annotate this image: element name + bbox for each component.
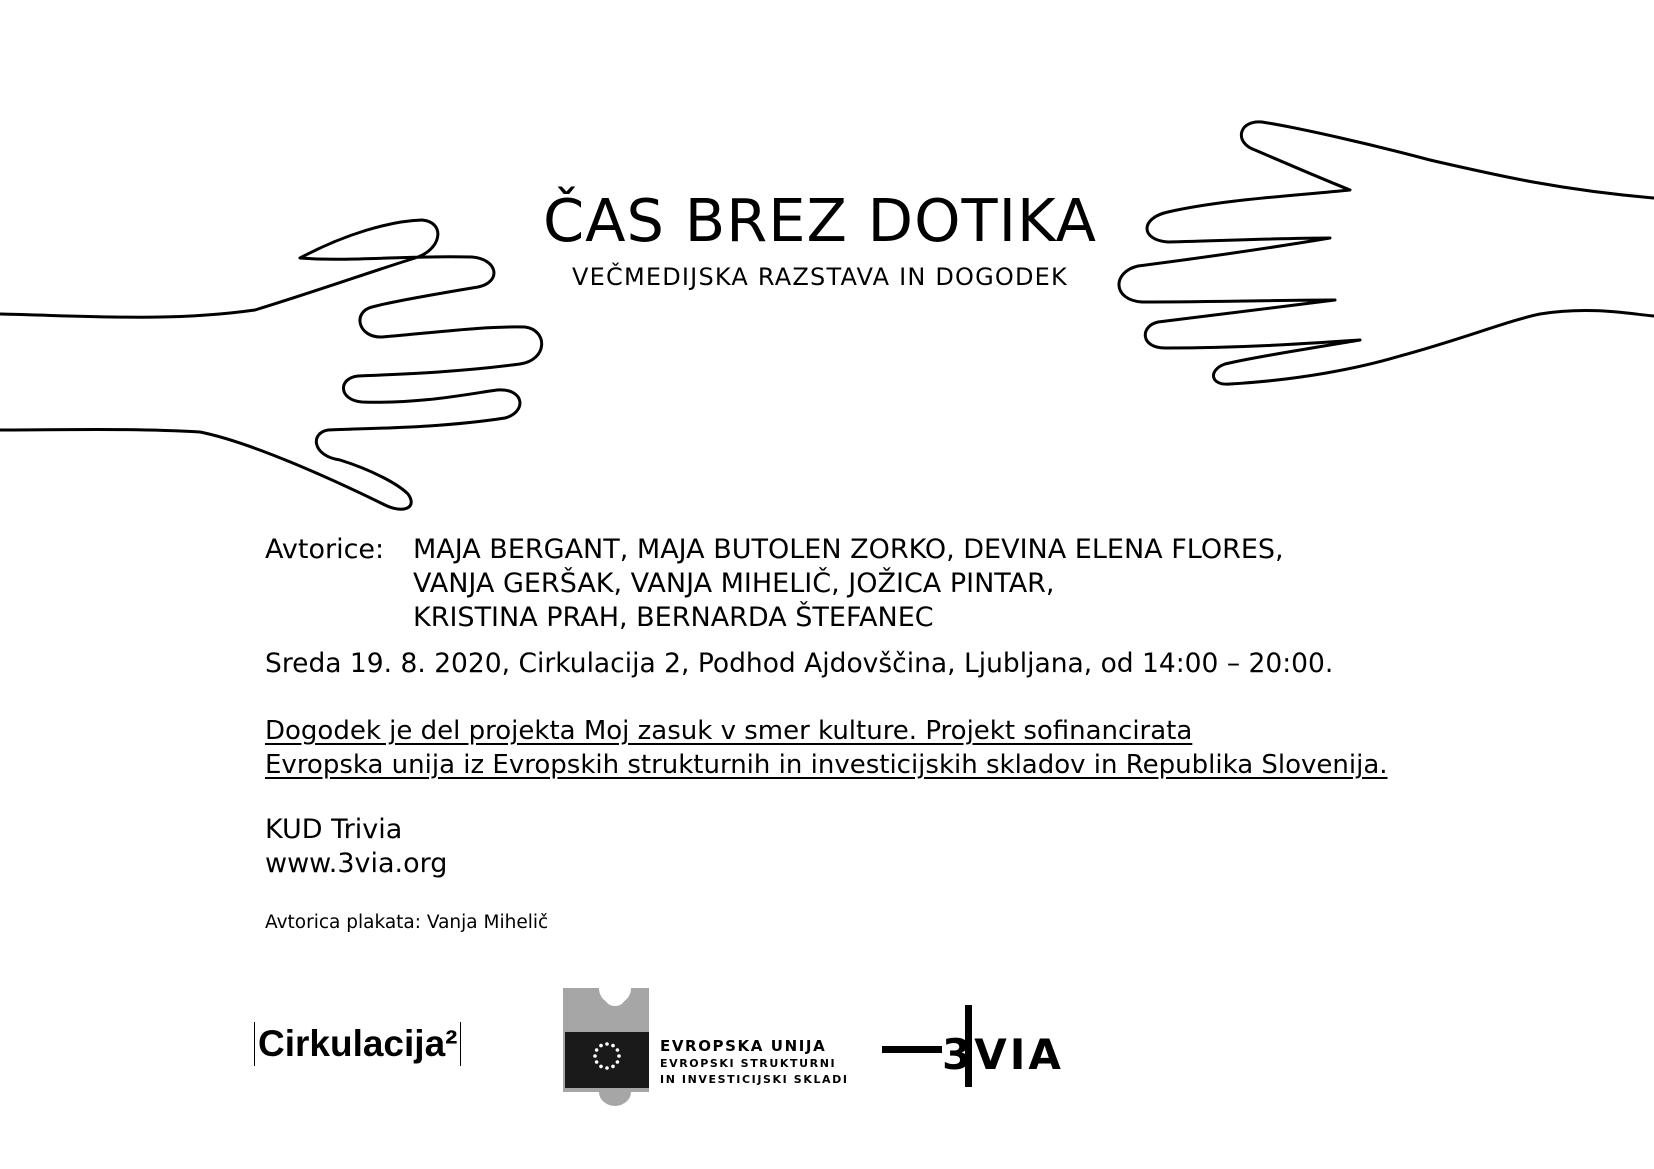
- left-hand-outline: [0, 220, 542, 509]
- funding-line: Dogodek je del projekta Moj zasuk v smer kulture. Projekt sofinancirata: [265, 716, 1193, 746]
- right-hand-outline: [1119, 122, 1654, 384]
- authors-line: KRISTINA PRAH, BERNARDA ŠTEFANEC: [413, 602, 934, 633]
- organizer-block: [265, 813, 447, 881]
- poster-title: ČAS BREZ DOTIKA: [542, 186, 1097, 255]
- eu-logo-line: EVROPSKA UNIJA: [660, 1037, 827, 1055]
- funding-line: Evropska unija iz Evropskih strukturnih in investicijskih skladov in Republika Slovenija.: [265, 750, 1388, 780]
- authors-list: [413, 533, 1284, 635]
- authors-line: MAJA BERGANT, MAJA BUTOLEN ZORKO, DEVINA ELENA FLORES,: [413, 534, 1284, 565]
- eu-logo-line: EVROPSKI STRUKTURNI: [660, 1057, 837, 1070]
- authors-line: VANJA GERŠAK, VANJA MIHELIČ, JOŽICA PINTAR,: [413, 568, 1055, 599]
- authors-label: Avtorice:: [265, 534, 385, 565]
- cirkulacija-logo: Cirkulacija²: [254, 1022, 461, 1066]
- organizer-url[interactable]: www.3via.org: [265, 848, 448, 879]
- 3via-logo: [882, 1005, 1122, 1087]
- eu-flag: [565, 1032, 649, 1088]
- via-logo-text: 3VIA: [942, 1030, 1064, 1079]
- poster-subtitle: VEČMEDIJSKA RAZSTAVA IN DOGODEK: [572, 263, 1068, 291]
- organizer-name: KUD Trivia: [265, 814, 403, 845]
- eu-logo-line: IN INVESTICIJSKI SKLADI: [660, 1073, 849, 1086]
- eu-logo-text: [660, 1036, 849, 1088]
- event-date-location: Sreda 19. 8. 2020, Cirkulacija 2, Podhod Ajdovščina, Ljubljana, od 14:00 – 20:00.: [265, 648, 1334, 679]
- funding-note: [265, 714, 1388, 782]
- via-logo-hbar: [882, 1046, 942, 1053]
- poster-credit: Avtorica plakata: Vanja Mihelič: [265, 912, 549, 933]
